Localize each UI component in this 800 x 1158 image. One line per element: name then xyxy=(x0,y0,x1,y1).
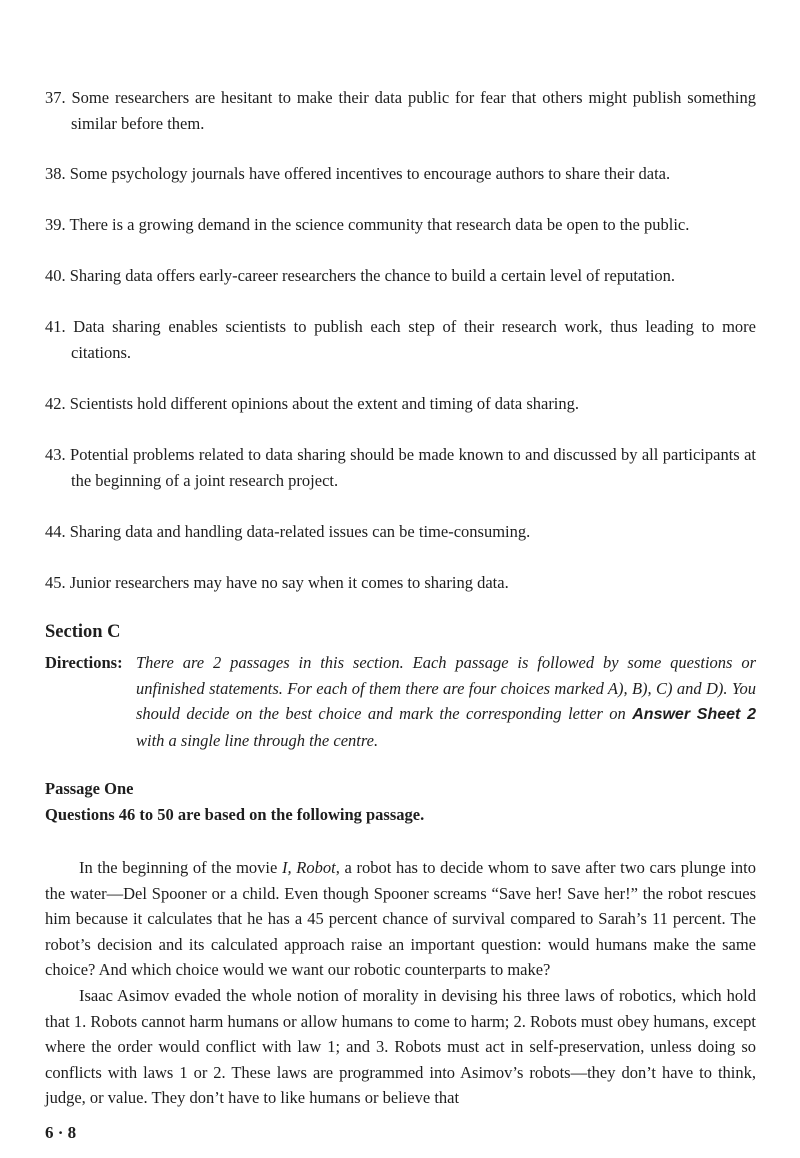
statement-number: 44. xyxy=(45,522,66,541)
directions-label: Directions: xyxy=(45,653,123,672)
statement-number: 43. xyxy=(45,445,66,464)
statement-number: 38. xyxy=(45,164,66,183)
page-number: 6 · 8 xyxy=(45,1123,77,1142)
paragraph-text: , a robot has to decide whom to save after two cars plunge into the water—Del Spooner or a child. Even though Spooner screams “Save her! Save her!” the robot rescues him because it calculates that he has a 45 percent chance of survival compared to Sarah’s 11 percent. The robot’s decision and its calculated approach raise an important question: would humans make the same choice? And which choice would we want our robotic counterparts to make? xyxy=(45,858,756,980)
statement-39 xyxy=(45,212,756,238)
statement-text: Sharing data offers early-career researchers the chance to build a certain level of reputation. xyxy=(69,266,676,285)
statement-45 xyxy=(45,570,756,596)
statement-text: Some researchers are hesitant to make their data public for fear that others might publish something similar before them. xyxy=(71,88,757,133)
statement-43 xyxy=(45,442,756,493)
statement-text: There is a growing demand in the science community that research data be open to the public. xyxy=(69,215,690,234)
statement-text: Scientists hold different opinions about the extent and timing of data sharing. xyxy=(69,394,580,413)
directions-text xyxy=(136,650,756,753)
statement-38 xyxy=(45,161,756,187)
section-title: Section C xyxy=(45,622,121,642)
statement-41 xyxy=(45,314,756,365)
statement-text: Junior researchers may have no say when it comes to sharing data. xyxy=(69,573,509,592)
statement-text: Potential problems related to data sharing should be made known to and discussed by all participants at the beginning of a joint research project. xyxy=(70,445,757,490)
movie-title: I, Robot xyxy=(282,858,336,877)
statement-44 xyxy=(45,519,756,545)
statement-number: 42. xyxy=(45,394,66,413)
statement-40 xyxy=(45,263,756,289)
statement-text: Sharing data and handling data-related issues can be time-consuming. xyxy=(69,522,531,541)
statement-text: Data sharing enables scientists to publish each step of their research work, thus leading to more citations. xyxy=(71,317,756,362)
directions-text-1: There are 2 passages in this section. Each passage is followed by some questions or unfinished statements. For each of them there are four choices marked A), B), C) and D). You should decide on the best choice and mark the corresponding letter on xyxy=(136,653,756,723)
directions-text-2: with a single line through the centre. xyxy=(136,730,379,750)
passage-paragraph-2: Isaac Asimov evaded the whole notion of morality in devising his three laws of robotics, which hold that 1. Robots cannot harm humans or allow humans to come to harm; 2. Robots must obey humans, except where the order would conflict with law 1; and 3. Robots must act in self-preservation, unless doing so conflicts with laws 1 or 2. These laws are programmed into Asimov’s robots—they don’t have to think, judge, or value. They don’t have to like humans or believe that xyxy=(45,986,756,1108)
answer-sheet-label: Answer Sheet 2 xyxy=(632,706,757,723)
statement-number: 39. xyxy=(45,215,66,234)
passage-subtitle: Questions 46 to 50 are based on the following passage. xyxy=(45,805,425,824)
statement-42 xyxy=(45,391,756,417)
paragraph-text: In the beginning of the movie xyxy=(79,858,278,877)
statement-text: Some psychology journals have offered incentives to encourage authors to share their data. xyxy=(69,164,671,183)
statement-37 xyxy=(45,85,756,136)
statement-number: 45. xyxy=(45,573,66,592)
statement-number: 41. xyxy=(45,317,66,336)
statement-number: 37. xyxy=(45,88,66,107)
passage-title: Passage One xyxy=(45,779,134,798)
passage-paragraph-1 xyxy=(45,855,756,983)
statement-number: 40. xyxy=(45,266,66,285)
